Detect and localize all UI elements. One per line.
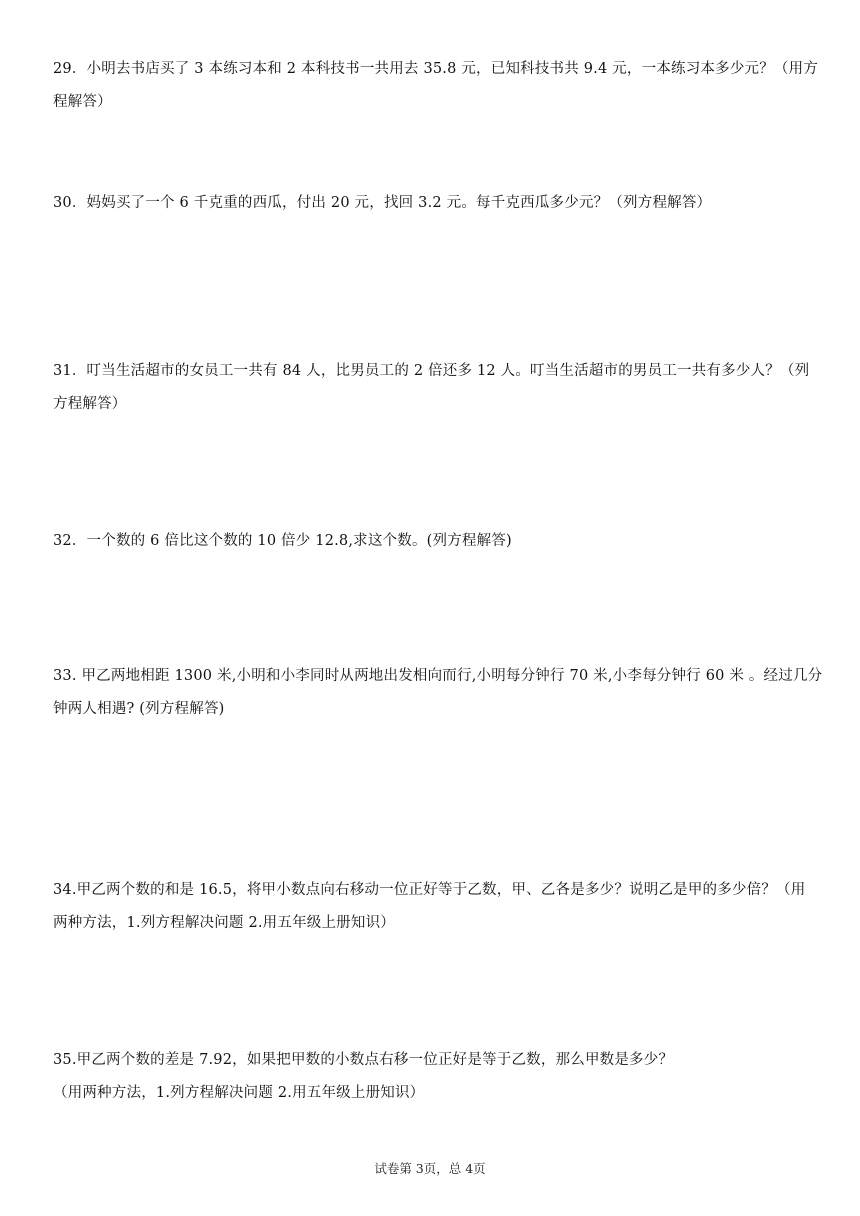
question-text-line: （用两种方法，1.列方程解决问题 2.用五年级上册知识）	[53, 1085, 425, 1101]
question-text-line: 35.甲乙两个数的差是 7.92，如果把甲数的小数点右移一位正好是等于乙数，那么甲数是多少？	[53, 1052, 674, 1068]
question-text-line: 29．小明去书店买了 3 本练习本和 2 本科技书一共用去 35.8 元，已知科技书共 9.4 元，一本练习本多少元？（用方	[53, 61, 819, 77]
question-text-line: 30．妈妈买了一个 6 千克重的西瓜，付出 20 元，找回 3.2 元。每千克西瓜多少元？（列方程解答）	[53, 195, 712, 211]
question-text-line: 33. 甲乙两地相距 1300 米,小明和小李同时从两地出发相向而行,小明每分钟行 70 米,小李每分钟行 60 米 。经过几分	[53, 668, 823, 684]
question-32	[53, 525, 813, 558]
question-text-line: 程解答）	[53, 94, 112, 110]
question-33	[53, 660, 823, 726]
question-text-line: 34.甲乙两个数的和是 16.5，将甲小数点向右移动一位正好等于乙数，甲、乙各是多少？说明乙是甲的多少倍？（用	[53, 882, 806, 898]
question-text-line: 两种方法，1.列方程解决问题 2.用五年级上册知识）	[53, 915, 395, 931]
question-text-line: 方程解答）	[53, 396, 127, 412]
question-text-line: 钟两人相遇? (列方程解答)	[53, 701, 225, 717]
page-footer: 试卷第 3页，总 4页	[374, 1161, 486, 1176]
question-text-line: 32．一个数的 6 倍比这个数的 10 倍少 12.8,求这个数。(列方程解答)	[53, 533, 512, 549]
question-35	[53, 1044, 813, 1110]
question-text-line: 31．叮当生活超市的女员工一共有 84 人，比男员工的 2 倍还多 12 人。叮当生活超市的男员工一共有多少人？（列	[53, 363, 810, 379]
question-34	[53, 874, 813, 940]
question-31	[53, 355, 813, 421]
question-30	[53, 187, 813, 220]
question-29	[53, 53, 819, 119]
